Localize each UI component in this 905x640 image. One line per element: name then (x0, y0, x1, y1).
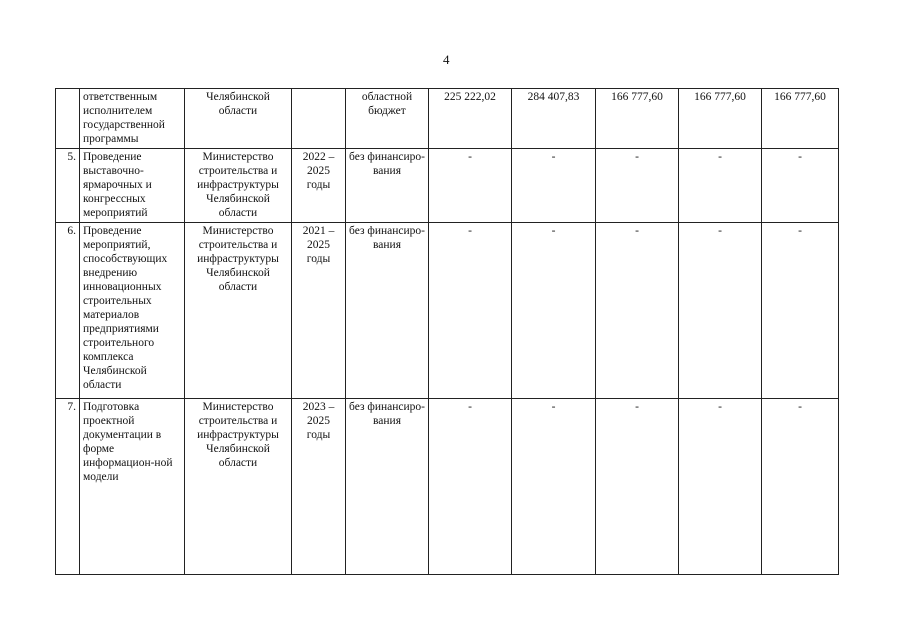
funding-source: без финансиро-вания (346, 399, 429, 575)
period (292, 89, 346, 149)
amount-cell: - (596, 399, 679, 575)
funding-source: без финансиро-вания (346, 223, 429, 399)
amount-cell: - (512, 399, 596, 575)
amount-cell: - (429, 223, 512, 399)
executor: Министерство строительства и инфраструктуры Челябинской области (185, 149, 292, 223)
funding-source: без финансиро-вания (346, 149, 429, 223)
activity-name: Проведение мероприятий, способствующих внедрению инновационных строительных материалов предприятиями строительного комплекса Челябинской области (80, 223, 185, 399)
activity-name: ответственным исполнителем государственной программы (80, 89, 185, 149)
executor: Челябинской области (185, 89, 292, 149)
amount-cell: 166 777,60 (679, 89, 762, 149)
amount-cell: - (679, 223, 762, 399)
amount-cell: - (596, 149, 679, 223)
amount-cell: - (512, 149, 596, 223)
activity-name: Проведение выставочно-ярмарочных и конгрессных мероприятий (80, 149, 185, 223)
period: 2023 – 2025 годы (292, 399, 346, 575)
amount-cell: - (596, 223, 679, 399)
row-number: 5. (56, 149, 80, 223)
executor: Министерство строительства и инфраструктуры Челябинской области (185, 223, 292, 399)
amount-cell: - (762, 223, 839, 399)
page-number: 4 (443, 52, 450, 67)
amount-cell: - (429, 149, 512, 223)
amount-cell: 166 777,60 (596, 89, 679, 149)
table-row (56, 149, 839, 223)
amount-cell: 225 222,02 (429, 89, 512, 149)
table-row (56, 89, 839, 149)
amount-cell: 166 777,60 (762, 89, 839, 149)
period: 2022 – 2025 годы (292, 149, 346, 223)
period: 2021 – 2025 годы (292, 223, 346, 399)
amount-cell: - (762, 149, 839, 223)
amount-cell: - (429, 399, 512, 575)
table-row (56, 223, 839, 399)
funding-source: областной бюджет (346, 89, 429, 149)
program-table (55, 88, 839, 575)
row-number (56, 89, 80, 149)
amount-cell: - (679, 399, 762, 575)
amount-cell: 284 407,83 (512, 89, 596, 149)
row-number: 7. (56, 399, 80, 575)
table-row (56, 399, 839, 575)
amount-cell: - (762, 399, 839, 575)
amount-cell: - (512, 223, 596, 399)
row-number: 6. (56, 223, 80, 399)
activity-name: Подготовка проектной документации в форме информацион-ной модели (80, 399, 185, 575)
amount-cell: - (679, 149, 762, 223)
executor: Министерство строительства и инфраструктуры Челябинской области (185, 399, 292, 575)
